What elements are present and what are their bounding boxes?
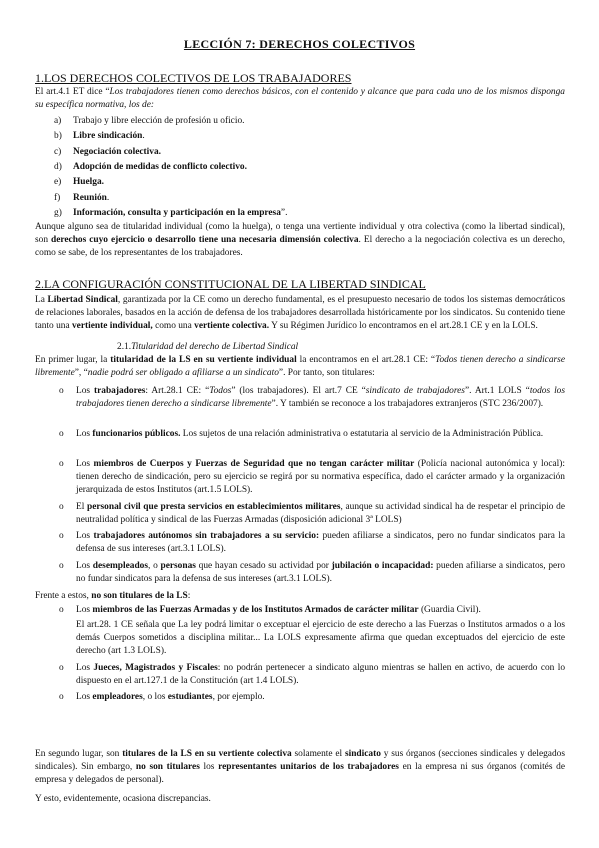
bullet-marker: o [59,429,64,439]
bullet-item: Los empleadores, o los estudiantes, por ejemplo. [76,692,265,702]
paragraph-art-4-1: El art.4.1 ET dice “Los trabajadores tienen como derechos básicos, con el contenido y alcance que para cada uno de los mismos disponga su específica normativa, los de: [35,87,565,111]
list-item: a) Trabajo y libre elección de profesión u oficio. [54,116,245,126]
list-item: c) Negociación colectiva. [54,147,161,157]
bullet-item: Los miembros de las Fuerzas Armadas y de los Institutos Armados de carácter militar (Guardia Civil). [76,605,481,615]
list-item: g) Información, consulta y participación en la empresa”. [54,208,288,218]
bullet-marker: o [59,663,64,673]
bullet-marker: o [59,502,64,512]
bullet-item: Los trabajadores: Art.28.1 CE: “Todos” (los trabajadores). El art.7 CE “sindicato de trabajadores”. Art.1 LOLS “todos los trabajadores tienen derecho a sindicarse libremente”. Y también se reconoce a los trabajadores extranjeros (STC 236/2007). [76,386,566,410]
bullet-item: Los miembros de Cuerpos y Fuerzas de Seguridad que no tengan carácter militar (Policía nacional autonómica y local): tienen derecho de sindicación, pero su ejercicio se regirá por su normativa específica, dado el carácter armado y la organización jerarquizada de estos Institutos (art.1.5 LOLS). [76,459,565,496]
bullet-item: Los desempleados, o personas que hayan cesado su actividad por jubilación o incapacidad: pueden afiliarse a sindicatos, pero no fundar sindicatos para la defensa de sus intereses (art.3.1 LOLS). [76,561,566,585]
bullet-marker: o [59,561,64,571]
list-item: b) Libre sindicación. [54,131,145,141]
bullet-item: El personal civil que presta servicios en establecimientos militares, aunque su actividad sindical ha de respetar el principio de neutralidad política y sindical de las Fuerzas Armadas (disposición adicional 3ª LOLS) [76,502,565,526]
frente-heading: Frente a estos, no son titulares de la LS: [35,591,191,601]
bullet-item: Los funcionarios públicos. Los sujetos de una relación administrativa o estatutaria al servicio de la Administración Pública. [76,429,544,439]
quote-art-4-1: Los trabajadores tienen como derechos básicos, con el contenido y alcance que para cada uno de los mismos disponga su específica normativa, los de: [35,87,565,111]
paragraph-vertiente-colectiva: En segundo lugar, son titulares de la LS en su vertiente colectiva solamente el sindicato y sus órganos (secciones sindicales y delegados sindicales). Sin embargo, no son titulares los representantes unitarios de los trabajadores en la empresa ni sus órganos (comités de empresa y delegados de personal). [35,749,565,786]
bullet-marker: o [59,692,64,702]
subsection-heading: 2.1.Titularidad del derecho de Libertad Sindical [117,342,299,352]
list-item: f) Reunión. [54,193,110,203]
bullet-marker: o [59,386,64,396]
bullet-marker: o [59,459,64,469]
bullet-marker: o [59,531,64,541]
page-title: LECCIÓN 7: DERECHOS COLECTIVOS [183,37,416,51]
section-heading-1: 1.LOS DERECHOS COLECTIVOS DE LOS TRABAJADORES [35,71,352,85]
bullet-continuation: El art.28. 1 CE señala que La ley podrá limitar o exceptuar el ejercicio de este derecho a las Fuerzas o Institutos armados o a los demás Cuerpos sometidos a disciplina militar... La LOLS expresamente afirma que quedan exceptuados del ejercicio de este derecho (art 1.3 LOLS). [76,620,565,657]
list-item: d) Adopción de medidas de conflicto colectivo. [54,162,247,172]
list-item: e) Huelga. [54,177,104,187]
bullet-marker: o [59,605,64,615]
section-heading-2: 2.LA CONFIGURACIÓN CONSTITUCIONAL DE LA LIBERTAD SINDICAL [35,277,426,291]
paragraph-libertad-sindical: La Libertad Sindical, garantizada por la CE como un derecho fundamental, es el presupuesto necesario de todos los sistemas democráticos de relaciones laborales, basados en la acción de defensa de los trabajadores desarrollada históricamente por los sindicatos. Su contenido tiene tanto una vertiente individual, como una vertiente colectiva. Y su Régimen Jurídico lo encontramos en el art.28.1 CE y en la LOLS. [35,295,565,332]
bullet-item: Los Jueces, Magistrados y Fiscales: no podrán pertenecer a sindicato alguno mientras se hallen en activo, de acuerdo con lo dispuesto en el art.127.1 de la Constitución (art 1.4 LOLS). [76,663,566,687]
bullet-item: Los trabajadores autónomos sin trabajadores a su servicio: pueden afiliarse a sindicatos, pero no fundar sindicatos para la defensa de sus intereses (art.3.1 LOLS). [76,531,566,555]
paragraph-dimension-colectiva: Aunque alguno sea de titularidad individual (como la huelga), o tenga una vertiente individual y otra colectiva (como la libertad sindical), son derechos cuyo ejercicio o desarrollo tiene una necesaria dimensión colectiva. El derecho a la negociación colectiva es un derecho, como se sabe, de los representantes de los trabajadores. [35,222,565,259]
closing-paragraph: Y esto, evidentemente, ocasiona discrepancias. [35,794,211,804]
paragraph-titularidad-individual: En primer lugar, la titularidad de la LS en su vertiente individual la encontramos en el art.28.1 CE: “Todos tienen derecho a sindicarse libremente”, “nadie podrá ser obligado a afiliarse a un sindicato”. Por tanto, son titulares: [35,355,565,379]
